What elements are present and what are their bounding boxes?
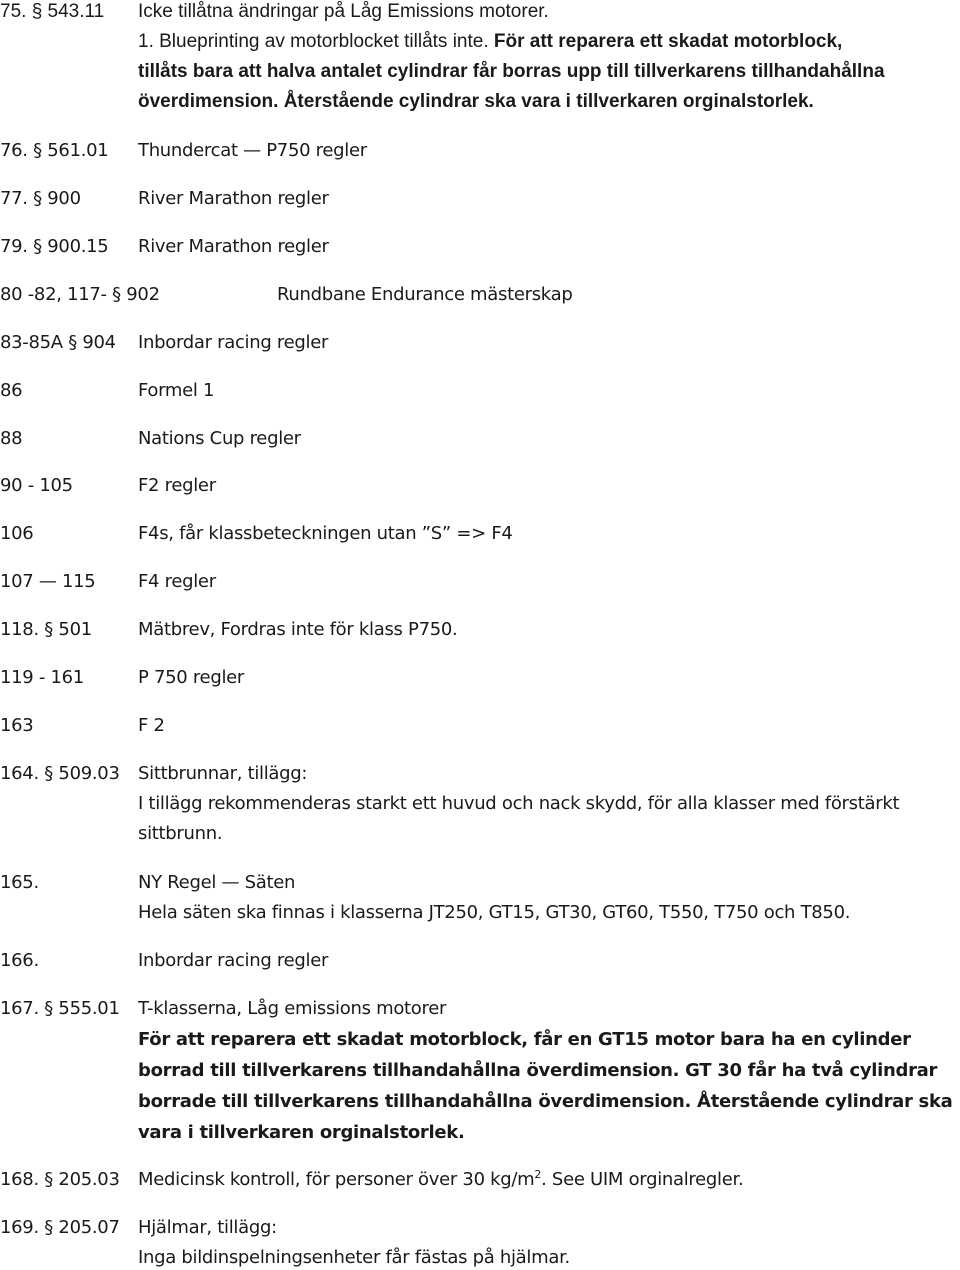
item-83-number: 83-85A § 904 (0, 332, 116, 353)
item-167-line-3: borrade till tillverkarens tillhandahållna överdimension. Återstående cylindrar ska (138, 1091, 953, 1112)
item-118-title: Mätbrev, Fordras inte för klass P750. (138, 619, 458, 640)
item-75-number: 75. § 543.11 (0, 1, 105, 22)
item-168-number: 168. § 205.03 (0, 1169, 120, 1190)
item-163-title: F 2 (138, 715, 165, 736)
item-75-line-1-bold: För att reparera ett skadat motorblock, (488, 31, 843, 52)
item-90-number: 90 - 105 (0, 475, 73, 496)
item-86-title: Formel 1 (138, 380, 215, 401)
item-165-line-1: Hela säten ska finnas i klasserna JT250, GT15, GT30, GT60, T550, T750 och T850. (138, 902, 851, 923)
item-75-line-1-normal: 1. Blueprinting av motorblocket tillåts inte. (138, 31, 489, 52)
item-169-title: Hjälmar, tillägg: (138, 1217, 277, 1238)
item-169-line-1: Inga bildinspelningsenheter får fästas på hjälmar. (138, 1247, 570, 1268)
item-165-number: 165. (0, 872, 39, 893)
item-167-line-2: borrad till tillverkarens tillhandahållna överdimension. GT 30 får ha två cylindrar (138, 1060, 938, 1081)
item-77-title: River Marathon regler (138, 188, 329, 209)
item-166-title: Inbordar racing regler (138, 950, 329, 971)
item-79-title: River Marathon regler (138, 236, 329, 257)
item-168-title-post: . See UIM orginalregler. (541, 1169, 744, 1190)
item-76-title: Thundercat — P750 regler (138, 140, 367, 161)
item-107-number: 107 — 115 (0, 571, 96, 592)
item-165-title: NY Regel — Säten (138, 872, 296, 893)
item-167-title: T-klasserna, Låg emissions motorer (138, 998, 447, 1019)
item-168-title-sup: 2 (534, 1168, 542, 1181)
item-106-number: 106 (0, 523, 34, 544)
item-169-number: 169. § 205.07 (0, 1217, 120, 1238)
item-88-title: Nations Cup regler (138, 428, 301, 449)
item-164-line-1: I tillägg rekommenderas starkt ett huvud och nack skydd, för alla klasser med förstärkt (138, 793, 900, 814)
item-167-number: 167. § 555.01 (0, 998, 120, 1019)
item-166-number: 166. (0, 950, 39, 971)
item-168-title (138, 1168, 743, 1192)
item-167-line-1: För att reparera ett skadat motorblock, får en GT15 motor bara ha en cylinder (138, 1029, 911, 1050)
item-75-title: Icke tillåtna ändringar på Låg Emissions motorer. (138, 1, 549, 22)
item-107-title: F4 regler (138, 571, 216, 592)
item-164-number: 164. § 509.03 (0, 763, 120, 784)
item-118-number: 118. § 501 (0, 619, 92, 640)
item-164-title: Sittbrunnar, tillägg: (138, 763, 308, 784)
item-106-title: F4s, får klassbeteckningen utan ”S” => F4 (138, 523, 513, 544)
item-163-number: 163 (0, 715, 34, 736)
item-83-title: Inbordar racing regler (138, 332, 329, 353)
item-75-line-3: överdimension. Återstående cylindrar ska vara i tillverkaren orginalstorlek. (138, 91, 814, 112)
item-75-line-2: tillåts bara att halva antalet cylindrar får borras upp till tillverkarens tillhandahållna (138, 61, 885, 82)
item-77-number: 77. § 900 (0, 188, 81, 209)
item-164-line-2: sittbrunn. (138, 823, 223, 844)
item-119-number: 119 - 161 (0, 667, 84, 688)
item-76-number: 76. § 561.01 (0, 140, 109, 161)
item-75-line-1 (138, 30, 842, 54)
item-80-number: 80 -82, 117- § 902 (0, 284, 160, 305)
item-80-title: Rundbane Endurance mästerskap (277, 284, 573, 305)
item-168-title-pre: Medicinsk kontroll, för personer över 30 kg/m (138, 1169, 535, 1190)
item-79-number: 79. § 900.15 (0, 236, 109, 257)
item-86-number: 86 (0, 380, 23, 401)
item-167-line-4: vara i tillverkaren orginalstorlek. (138, 1122, 465, 1143)
item-88-number: 88 (0, 428, 23, 449)
item-119-title: P 750 regler (138, 667, 245, 688)
item-90-title: F2 regler (138, 475, 216, 496)
